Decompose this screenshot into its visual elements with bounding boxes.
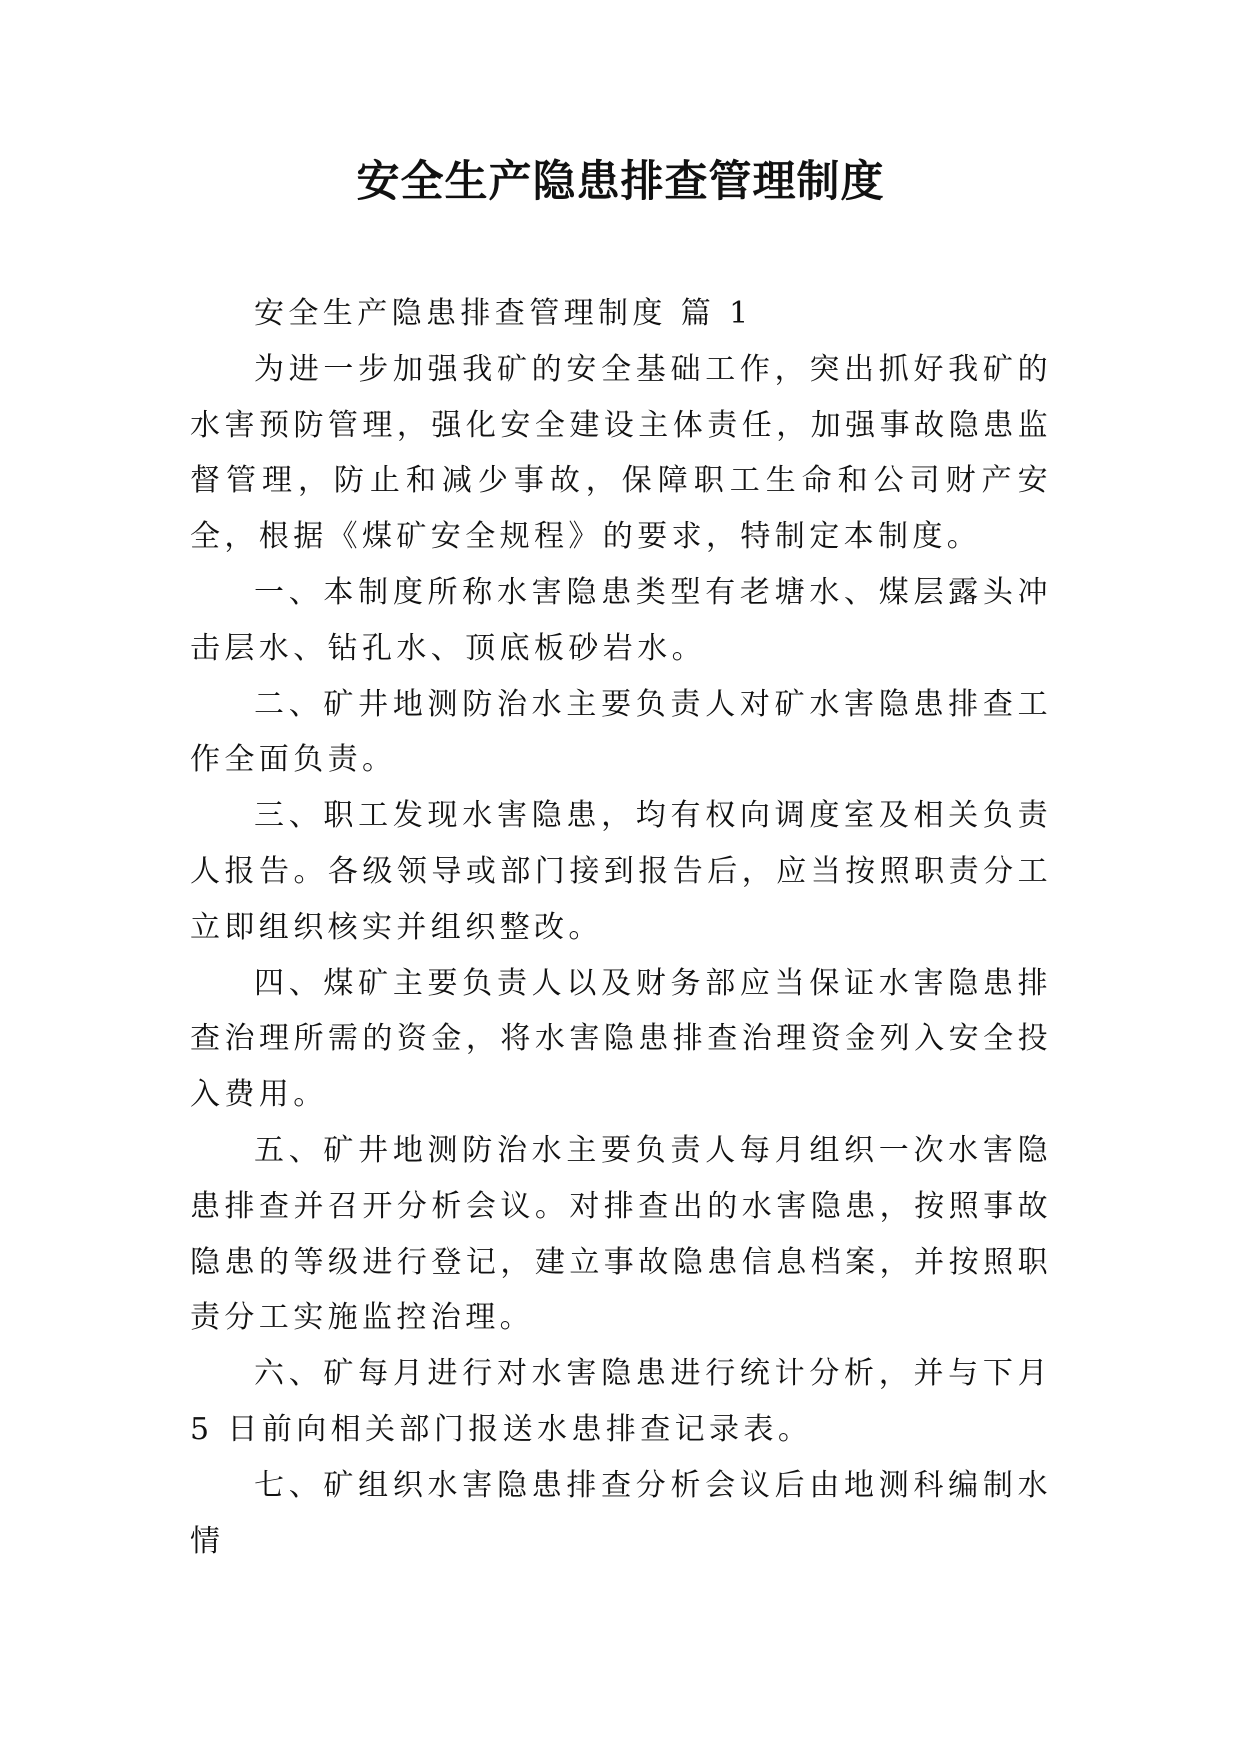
paragraph-item-1: 一、本制度所称水害隐患类型有老塘水、煤层露头冲击层水、钻孔水、顶底板砂岩水。 [190, 574, 1052, 666]
document-body [190, 286, 1052, 1569]
paragraph-item-6: 六、矿每月进行对水害隐患进行统计分析，并与下月 5 日前向相关部门报送水患排查记录表。 [190, 1356, 1052, 1447]
paragraph-item-7: 七、矿组织水害隐患排查分析会议后由地测科编制水情 [190, 1467, 1052, 1559]
paragraph-item-3: 三、职工发现水害隐患，均有权向调度室及相关负责人报告。各级领导或部门接到报告后，应当按照职责分工立即组织核实并组织整改。 [190, 798, 1052, 945]
paragraph-item-2: 二、矿井地测防治水主要负责人对矿水害隐患排查工作全面负责。 [190, 686, 1052, 778]
paragraph-subtitle: 安全生产隐患排查管理制度 篇 1 [254, 296, 753, 331]
paragraph-item-4: 四、煤矿主要负责人以及财务部应当保证水害隐患排查治理所需的资金，将水害隐患排查治理资金列入安全投入费用。 [190, 965, 1052, 1113]
paragraph-intro: 为进一步加强我矿的安全基础工作，突出抓好我矿的水害预防管理，强化安全建设主体责任，加强事故隐患监督管理，防止和减少事故，保障职工生命和公司财产安全，根据《煤矿安全规程》的要求，特制定本制度。 [190, 351, 1052, 555]
paragraph-item-5: 五、矿井地测防治水主要负责人每月组织一次水害隐患排查并召开分析会议。对排查出的水害隐患，按照事故隐患的等级进行登记，建立事故隐患信息档案，并按照职责分工实施监控治理。 [190, 1132, 1052, 1336]
document-title: 安全生产隐患排查管理制度 [356, 157, 885, 207]
